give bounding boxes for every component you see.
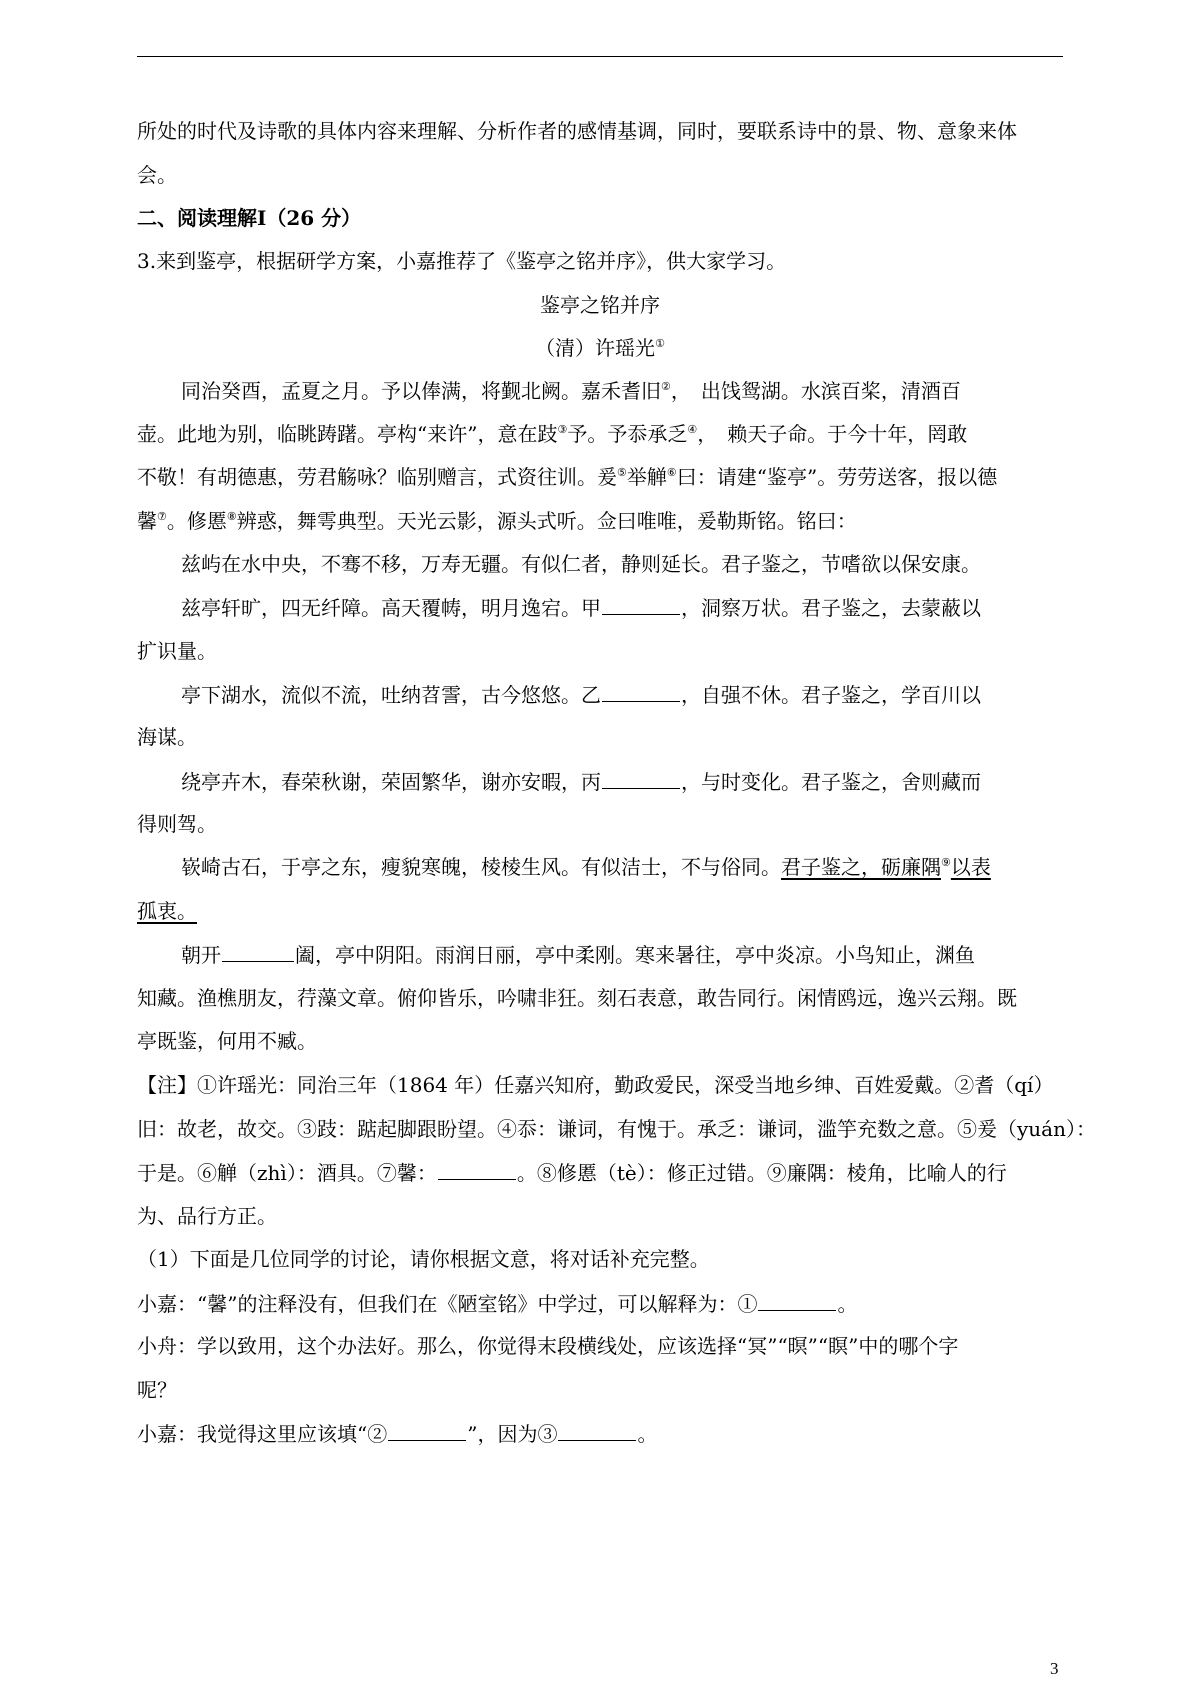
footnote-marker: ① [655,337,665,350]
question-3: 3.来到鉴亭，根据研学方案，小嘉推荐了《鉴亭之铭并序》，供大家学习。 [137,249,787,273]
sub-question-1: （1）下面是几位同学的讨论，请你根据文意，将对话补充完整。 [137,1247,710,1271]
underlined-text: 以表 [950,855,991,879]
answer-blank-2[interactable] [388,1420,466,1441]
answer-blank-note7[interactable] [438,1159,516,1180]
footnote-marker: ④ [687,423,698,436]
dialogue-line: 小嘉：“馨”的注释没有，但我们在《陋室铭》中学过，可以解释为：① 。 [137,1292,858,1316]
underlined-text: 君子鉴之，砺廉隅 [781,855,941,879]
text-line: 所处的时代及诗歌的具体内容来理解、分析作者的感情基调，同时，要联系诗中的景、物、意象来体 [137,119,1017,143]
footnote-marker: ③ [557,423,568,436]
answer-blank-yi[interactable] [602,681,680,702]
stanza-pavilion: 兹亭轩旷，四无纤障。高天覆帱，明月逸宕。甲 ，洞察万状。君子鉴之，去蒙蔽以 [181,596,981,620]
preface-line: 同治癸酉，孟夏之月。予以俸满，将觐北阙。嘉禾耆旧②， 出饯鸳湖。水滨百桨，清酒百 [181,379,961,403]
underlined-text: 孤衷。 [137,899,197,923]
answer-blank-final[interactable] [222,941,294,962]
page-number: 3 [1050,1659,1059,1678]
notes-line: 旧：故老，故交。③跂：踮起脚跟盼望。④忝：谦词，有愧于。承乏：谦词，滥竽充数之意。⑤爰（yuán）： [137,1117,1096,1141]
stanza-stone: 嵚崎古石，于亭之东，瘦貌寒魄，棱棱生风。有似洁士，不与俗同。君子鉴之，砺廉隅⑨以表 [181,855,991,879]
footnote-marker: ⑨ [941,856,951,869]
notes-line: 【注】①许瑶光：同治三年（1864 年）任嘉兴知府，勤政爱民，深受当地乡绅、百姓爱戴。②耆（qí） [137,1073,1054,1097]
footnote-marker: ② [661,380,671,393]
article-author [0,335,1200,361]
dialogue-line: 小舟：学以致用，这个办法好。那么，你觉得末段横线处，应该选择“冥”“暝”“瞑”中的哪个字 [137,1334,959,1358]
article-title: 鉴亭之铭并序 [540,293,660,317]
stanza-plants-cont: 得则驾。 [137,812,217,836]
answer-blank-3[interactable] [558,1420,636,1441]
footnote-marker: ⑧ [226,510,237,523]
preface-line: 不敬！有胡德惠，劳君觞咏？临别赠言，式资往训。爰⑤举觯⑥曰：请建“鉴亭”。劳劳送客，报以德 [137,465,998,489]
preface-line: 壶。此地为别，临眺踌躇。亭构“来许”，意在跂③予。予忝承乏④， 赖天子命。于今十年，罔敢 [137,422,968,446]
answer-blank-bing[interactable] [602,768,680,789]
stanza-final: 朝开 阖，亭中阴阳。雨润日丽，亭中柔刚。寒来暑往，亭中炎凉。小鸟知止，渊鱼 [181,943,975,967]
notes-line: 为、品行方正。 [137,1204,277,1228]
section-heading: 二、阅读理解Ⅰ（26 分） [137,206,362,230]
stanza-stone-cont [137,898,197,924]
text-line: 会。 [137,163,177,187]
preface-line: 馨⑦。修慝⑧辨惑，舞雩典型。天光云影，源头式听。佥曰唯唯，爰勒斯铭。铭曰： [137,509,857,533]
answer-blank-1[interactable] [758,1290,836,1311]
author-name: （清）许瑶光 [535,336,656,360]
stanza-island: 兹屿在水中央，不骞不移，万寿无疆。有似仁者，静则延长。君子鉴之，节嗜欲以保安康。 [181,552,981,576]
header-rule [137,56,1063,57]
stanza-final-cont: 知藏。渔樵朋友，荇藻文章。俯仰皆乐，吟啸非狂。刻石表意，敢告同行。闲情鸥远，逸兴云翔。既 [137,986,1017,1010]
stanza-lake-cont: 海谋。 [137,725,197,749]
stanza-final-cont: 亭既鉴，何用不臧。 [137,1029,317,1053]
stanza-pavilion-cont: 扩识量。 [137,639,217,663]
dialogue-line: 呢？ [137,1378,177,1402]
footnote-marker: ⑥ [666,466,677,479]
stanza-lake: 亭下湖水，流似不流，吐纳苕霅，古今悠悠。乙 ，自强不休。君子鉴之，学百川以 [181,683,981,707]
footnote-marker: ⑦ [157,510,167,523]
answer-blank-jia[interactable] [602,594,680,615]
notes-line: 于是。⑥觯（zhì）：酒具。⑦馨： 。⑧修慝（tè）：修正过错。⑨廉隅：棱角，比喻人的行 [137,1161,1007,1185]
stanza-plants: 绕亭卉木，春荣秋谢，荣固繁华，谢亦安暇，丙 ，与时变化。君子鉴之，舍则藏而 [181,770,981,794]
dialogue-line: 小嘉：我觉得这里应该填“② ”，因为③ 。 [137,1422,658,1446]
footnote-marker: ⑤ [617,466,627,479]
